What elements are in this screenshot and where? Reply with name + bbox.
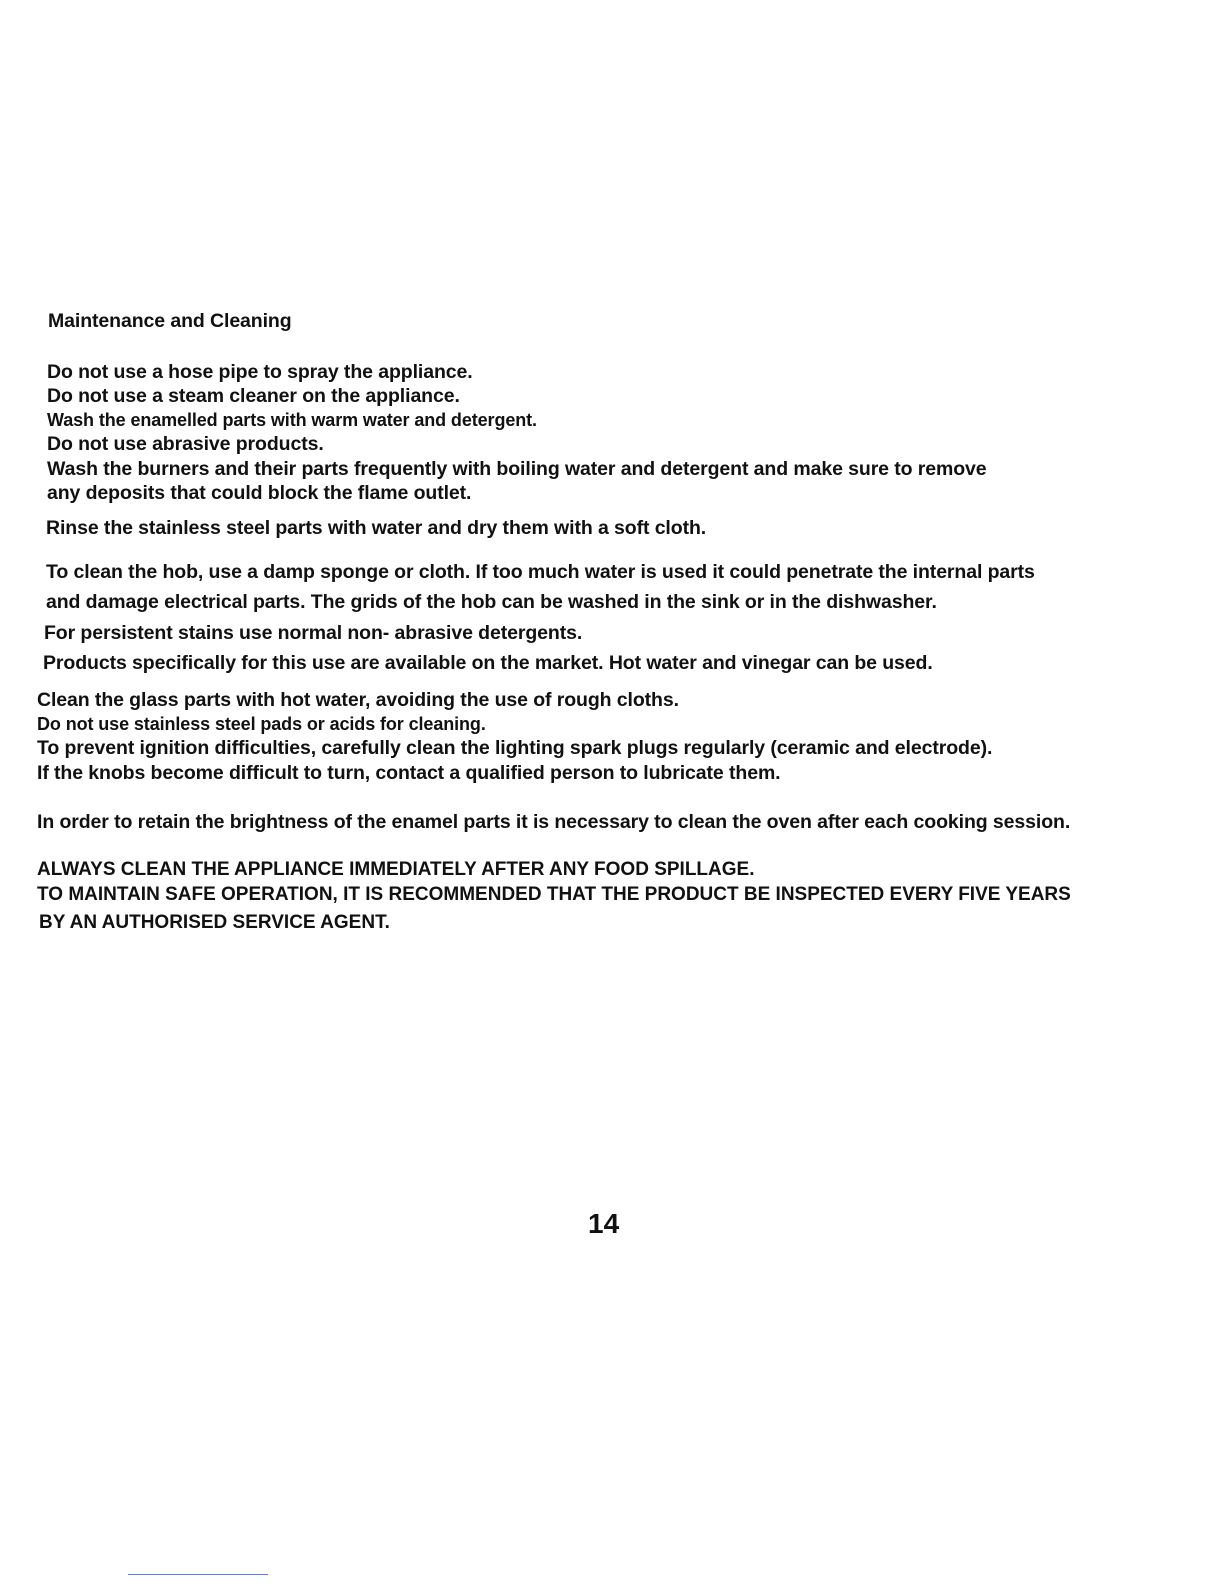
instruction-line: Do not use a steam cleaner on the appliance. — [47, 385, 460, 407]
instruction-line: If the knobs become difficult to turn, contact a qualified person to lubricate them. — [37, 762, 781, 784]
instruction-line: Products specifically for this use are available on the market. Hot water and vinegar can be used. — [43, 652, 933, 674]
instruction-line: Wash the burners and their parts frequently with boiling water and detergent and make sure to remove — [47, 458, 987, 480]
instruction-line: Clean the glass parts with hot water, avoiding the use of rough cloths. — [37, 689, 679, 711]
instruction-line: To prevent ignition difficulties, carefully clean the lighting spark plugs regularly (ceramic and electrode). — [37, 737, 993, 759]
instruction-line: Wash the enamelled parts with warm water and detergent. — [47, 410, 537, 430]
instruction-line: Do not use abrasive products. — [47, 433, 324, 455]
instruction-line: Rinse the stainless steel parts with water and dry them with a soft cloth. — [46, 517, 707, 539]
instruction-line: For persistent stains use normal non- abrasive detergents. — [44, 622, 583, 644]
instruction-line: To clean the hob, use a damp sponge or cloth. If too much water is used it could penetrate the internal parts — [46, 561, 1035, 583]
instruction-line: any deposits that could block the flame outlet. — [47, 482, 472, 504]
section-heading: Maintenance and Cleaning — [48, 310, 292, 332]
page-number: 14 — [588, 1208, 620, 1239]
instruction-line: Do not use a hose pipe to spray the appliance. — [47, 361, 473, 383]
instruction-line: and damage electrical parts. The grids of the hob can be washed in the sink or in the dishwasher. — [46, 591, 937, 613]
instruction-line: In order to retain the brightness of the enamel parts it is necessary to clean the oven after each cooking session. — [37, 811, 1071, 833]
instruction-line: Do not use stainless steel pads or acids for cleaning. — [37, 714, 486, 734]
warning-line: BY AN AUTHORISED SERVICE AGENT. — [39, 912, 390, 933]
warning-line: TO MAINTAIN SAFE OPERATION, IT IS RECOMMENDED THAT THE PRODUCT BE INSPECTED EVERY FIVE YEARS — [37, 884, 1071, 905]
footer-rule — [128, 1574, 268, 1575]
warning-line: ALWAYS CLEAN THE APPLIANCE IMMEDIATELY AFTER ANY FOOD SPILLAGE. — [37, 859, 755, 880]
